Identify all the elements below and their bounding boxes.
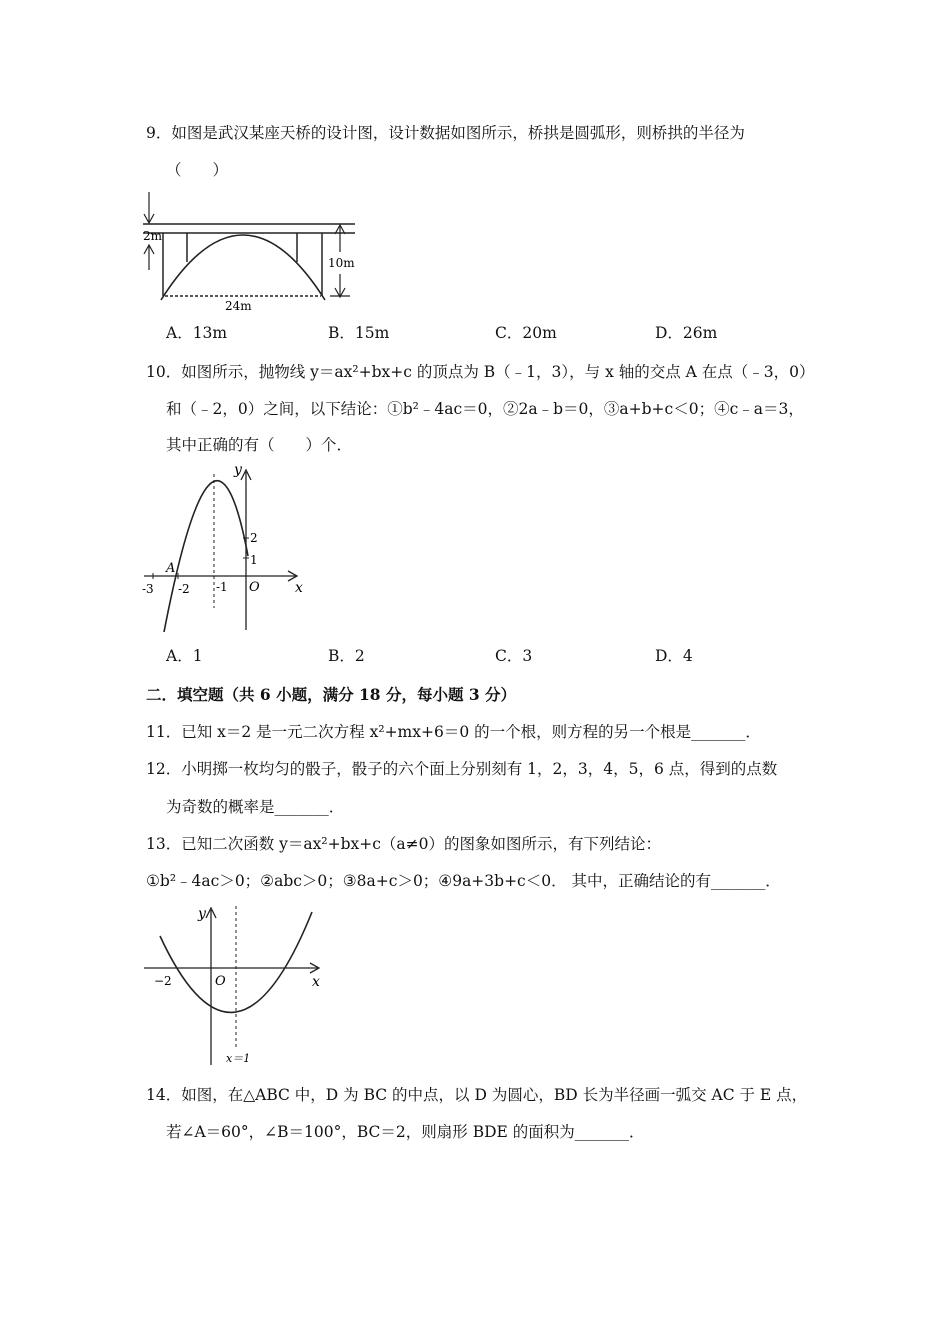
q9-option-a[interactable]: A．13m xyxy=(166,324,228,342)
q10-x-label: x xyxy=(295,580,303,596)
q13-y-label: y xyxy=(198,906,206,922)
q14-line2: 若∠A＝60°，∠B＝100°，BC＝2，则扇形 BDE 的面积为_______． xyxy=(166,1123,645,1141)
q10-option-a[interactable]: A．1 xyxy=(166,647,203,665)
q13-line2: ①b²﹣4ac＞0；②abc＞0；③8a+c＞0；④9a+3b+c＜0． 其中，正确结论的有_______． xyxy=(146,872,781,890)
q9-line2: （ ） xyxy=(166,161,229,179)
parabola-figure-q10 xyxy=(138,460,308,635)
q10-tick-1: 1 xyxy=(250,553,258,567)
q12-line1: 12．小明掷一枚均匀的骰子，骰子的六个面上分别刻有 1，2，3，4，5，6 点，得到的点数 xyxy=(146,760,778,778)
q9-option-c[interactable]: C．20m xyxy=(495,324,557,342)
q10-line1: 10．如图所示，抛物线 y＝ax²+bx+c 的顶点为 B（﹣1，3），与 x 轴的交点 A 在点（﹣3，0） xyxy=(146,363,815,381)
q10-line2: 和（﹣2，0）之间，以下结论：①b²﹣4ac＝0，②2a﹣b＝0，③a+b+c＜0；④c﹣a＝3， xyxy=(166,400,804,418)
q10-tick-m3: -3 xyxy=(142,582,154,596)
q13-line1: 13．已知二次函数 y＝ax²+bx+c（a≠0）的图象如图所示，有下列结论： xyxy=(146,835,662,853)
q10-option-d[interactable]: D．4 xyxy=(655,647,693,665)
q10-origin: O xyxy=(249,580,260,595)
q10-tick-m1: -1 xyxy=(216,580,228,594)
section-2-title: 二．填空题（共 6 小题，满分 18 分，每小题 3 分） xyxy=(146,685,517,704)
q14-line1: 14．如图，在△ABC 中，D 为 BC 的中点，以 D 为圆心，BD 长为半径画一弧交 AC 于 E 点， xyxy=(146,1086,808,1104)
q10-y-label: y xyxy=(234,462,242,478)
q9-option-b[interactable]: B．15m xyxy=(328,324,390,342)
q13-tick-m2: −2 xyxy=(154,974,172,988)
q9-option-d[interactable]: D．26m xyxy=(655,324,718,342)
q13-origin: O xyxy=(215,974,226,989)
q10-option-c[interactable]: C．3 xyxy=(495,647,533,665)
q10-tick-2: 2 xyxy=(250,531,258,545)
label-24m: 24m xyxy=(225,299,252,313)
q9-line1: 9．如图是武汉某座天桥的设计图，设计数据如图所示，桥拱是圆弧形，则桥拱的半径为 xyxy=(146,124,745,142)
q10-point-a: A xyxy=(166,561,176,576)
q10-tick-m2: -2 xyxy=(178,582,190,596)
q13-axis-label: x＝1 xyxy=(226,1052,251,1065)
q10-line3: 其中正确的有（ ）个． xyxy=(166,436,353,454)
label-2m: 2m xyxy=(143,229,163,243)
q10-option-b[interactable]: B．2 xyxy=(328,647,365,665)
q13-x-label: x xyxy=(312,974,320,990)
q12-line2: 为奇数的概率是_______． xyxy=(166,798,345,816)
q11-text: 11．已知 x＝2 是一元二次方程 x²+mx+6＝0 的一个根，则方程的另一个根是_______． xyxy=(146,723,761,741)
bridge-figure xyxy=(135,188,365,318)
parabola-figure-q13 xyxy=(140,900,325,1070)
label-10m: 10m xyxy=(328,256,355,270)
